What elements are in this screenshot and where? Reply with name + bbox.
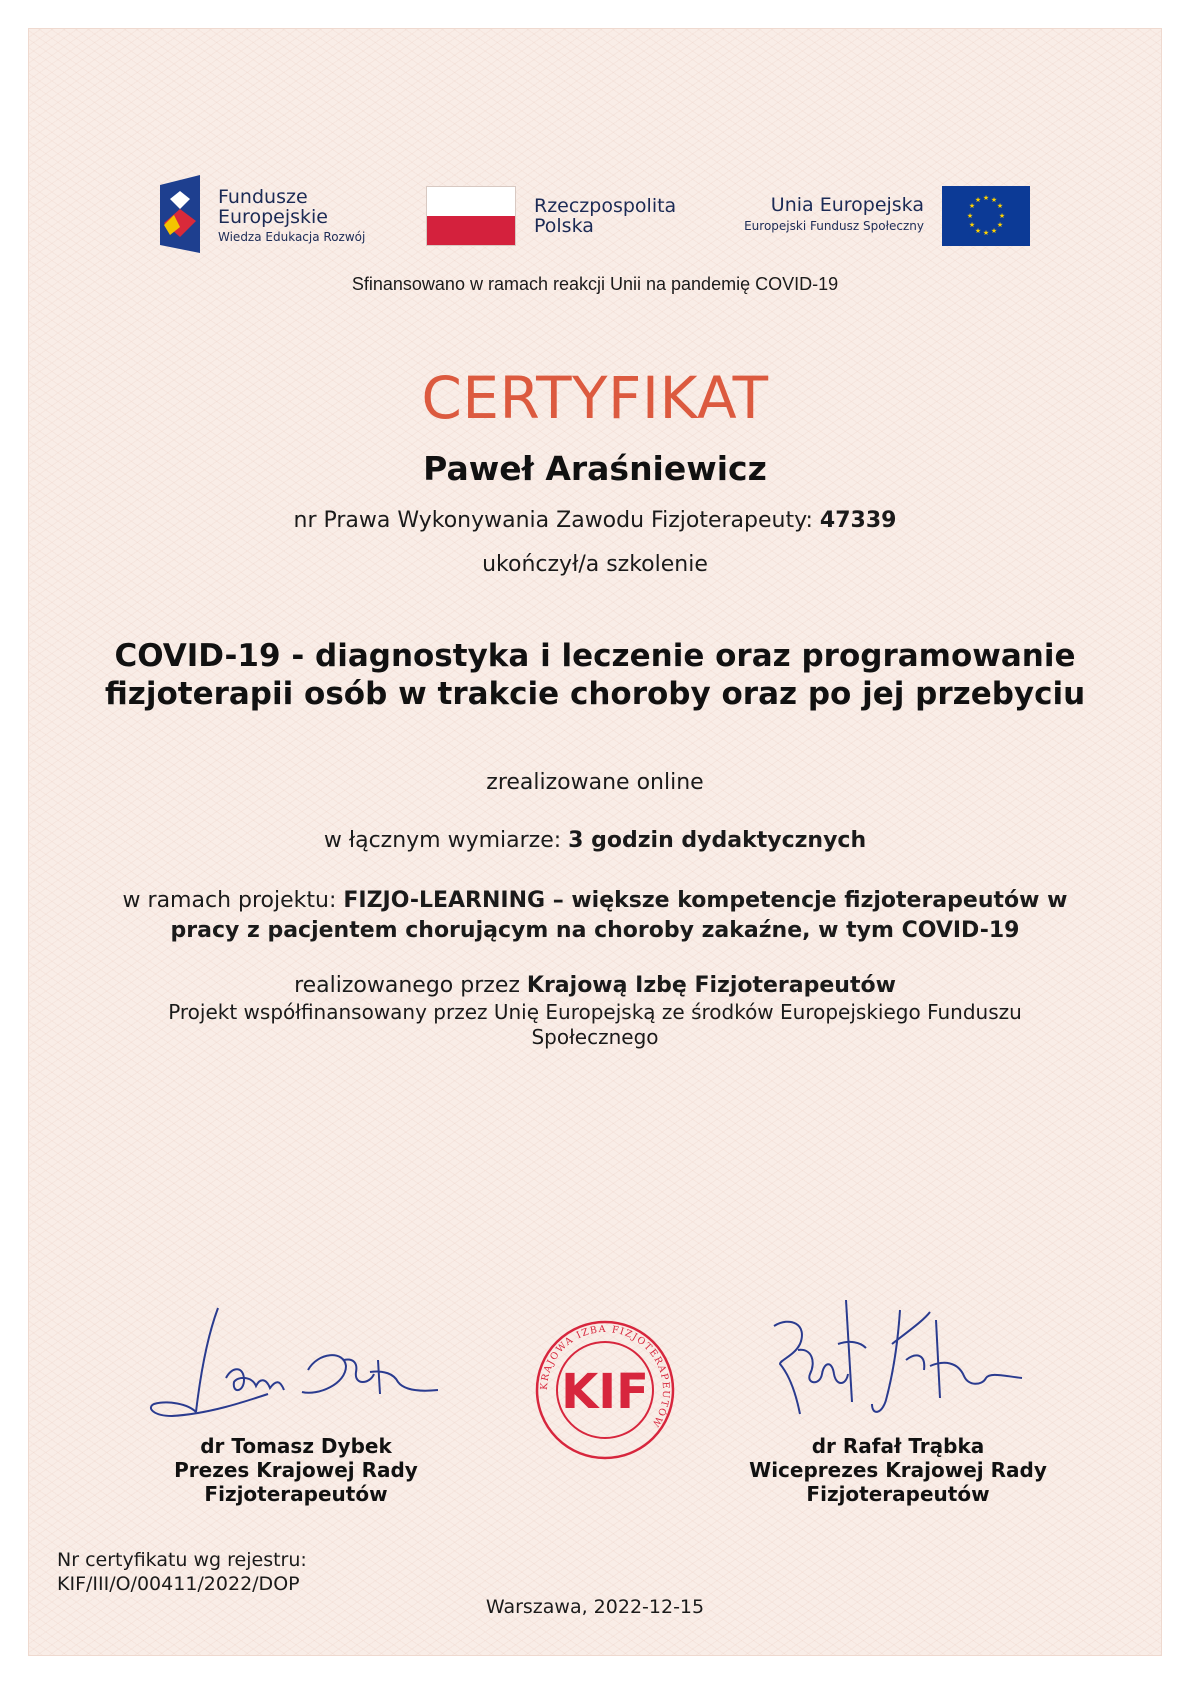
svg-text:★: ★ <box>996 221 1004 229</box>
license-number: 47339 <box>819 508 897 533</box>
hours-line <box>0 828 1190 853</box>
signer-right-role-line2: Fizjoterapeutów <box>806 1482 990 1506</box>
project-line1 <box>0 886 1190 916</box>
svg-text:★: ★ <box>996 202 1004 210</box>
project-name-line1: FIZJO-LEARNING – większe kompetencje fizjoterapeutów w <box>343 888 1068 913</box>
signature-tomasz-dybek <box>148 1300 438 1430</box>
svg-text:★: ★ <box>982 229 990 237</box>
signature-rafal-trabka <box>760 1290 1030 1430</box>
svg-text:★: ★ <box>966 212 974 220</box>
rzeczpospolita-polska-logo <box>426 186 706 248</box>
registry-block <box>57 1548 307 1596</box>
hours-label: w łącznym wymiarze: <box>323 828 562 853</box>
course-title-line1: COVID-19 - diagnostyka i leczenie oraz programowanie <box>114 638 1076 674</box>
project-label: w ramach projektu: <box>122 888 337 913</box>
course-title-line2: fizjoterapii osób w trakcie choroby oraz po jej przebyciu <box>104 676 1086 712</box>
place-and-date: Warszawa, 2022-12-15 <box>485 1596 705 1618</box>
recipient-name: Paweł Araśniewicz <box>423 449 767 488</box>
svg-text:★: ★ <box>990 196 998 204</box>
realized-label: realizowanego przez <box>294 973 520 998</box>
signer-left <box>146 1434 446 1506</box>
project-block <box>0 886 1190 946</box>
signer-right-role-line1: Wiceprezes Krajowej Rady <box>749 1458 1047 1482</box>
signer-left-name: dr Tomasz Dybek <box>200 1434 392 1458</box>
completed-text: ukończył/a szkolenie <box>482 552 708 577</box>
fundusze-europejskie-logo <box>160 175 390 255</box>
unia-title: Unia Europejska <box>770 194 924 216</box>
license-label: nr Prawa Wykonywania Zawodu Fizjoterapeuty: <box>293 508 813 533</box>
svg-text:★: ★ <box>990 227 998 235</box>
rzeczpospolita-line2: Polska <box>534 215 594 237</box>
realized-line <box>0 972 1190 1000</box>
seal-ring-text: KRAJOWA IZBA FIZJOTERAPEUTÓW <box>538 1323 672 1430</box>
unia-europejska-logo <box>730 186 1030 248</box>
license-line <box>0 508 1190 533</box>
cofunding-line1: Projekt współfinansowany przez Unię Europejską ze środków Europejskiego Funduszu <box>168 1000 1022 1024</box>
seal-center-text: KIF <box>561 1364 649 1420</box>
svg-text:★: ★ <box>974 196 982 204</box>
svg-text:★: ★ <box>968 202 976 210</box>
svg-text:★: ★ <box>982 194 990 202</box>
unia-subtitle: Europejski Fundusz Społeczny <box>744 219 924 233</box>
registry-label: Nr certyfikatu wg rejestru: <box>57 1549 307 1571</box>
funding-note: Sfinansowano w ramach reakcji Unii na pandemię COVID-19 <box>351 274 839 294</box>
svg-text:★: ★ <box>998 212 1006 220</box>
fundusze-europejskie-mark-icon <box>160 175 200 253</box>
signer-right-name: dr Rafał Trąbka <box>811 1434 985 1458</box>
rzeczpospolita-line1: Rzeczpospolita <box>534 195 677 217</box>
realized-by: Krajową Izbę Fizjoterapeutów <box>526 973 896 998</box>
course-title <box>0 637 1190 713</box>
svg-text:★: ★ <box>968 221 976 229</box>
signer-left-role-line1: Prezes Krajowej Rady <box>174 1458 418 1482</box>
eu-flag-icon <box>942 186 1030 246</box>
registry-number: KIF/III/O/00411/2022/DOP <box>57 1573 300 1595</box>
fundusze-line1: Fundusze <box>218 186 308 208</box>
polish-flag-icon <box>426 186 516 246</box>
project-name-line2: pracy z pacjentem chorującym na choroby zakaźne, w tym COVID-19 <box>170 918 1020 943</box>
certificate-title: CERTYFIKAT <box>421 364 769 432</box>
hours-value: 3 godzin dydaktycznych <box>568 828 867 853</box>
fundusze-line2: Europejskie <box>218 206 328 228</box>
signer-left-role-line2: Fizjoterapeutów <box>204 1482 388 1506</box>
signer-right <box>748 1434 1048 1506</box>
cofunding-line2: Społecznego <box>531 1025 659 1049</box>
svg-text:★: ★ <box>974 227 982 235</box>
fundusze-subtitle: Wiedza Edukacja Rozwój <box>218 230 366 244</box>
course-mode: zrealizowane online <box>486 770 704 795</box>
kif-seal-icon <box>533 1318 677 1462</box>
cofunding-note <box>0 1000 1190 1050</box>
